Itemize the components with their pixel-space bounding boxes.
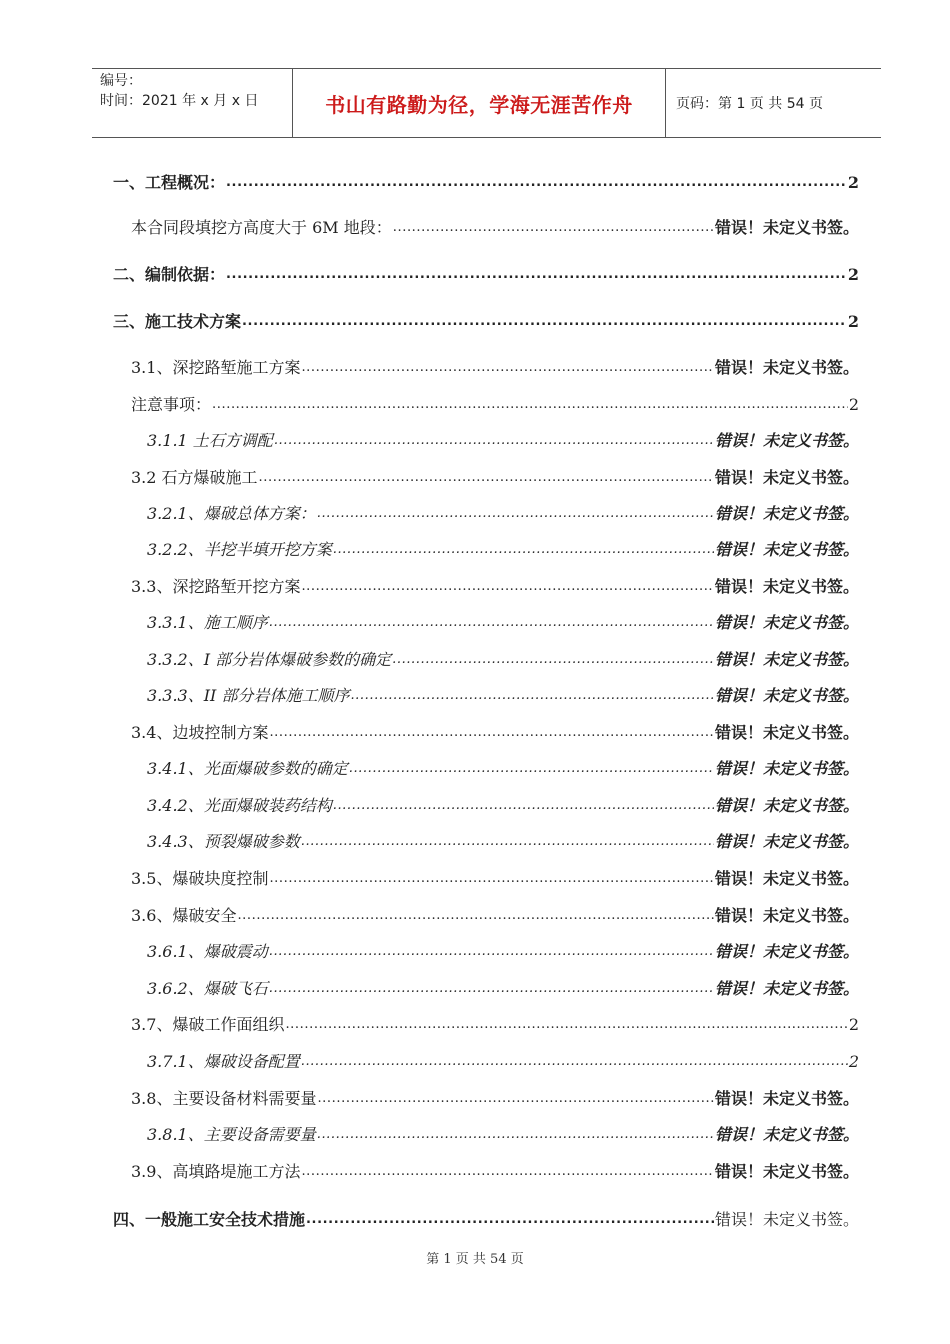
toc-entry-title: 四、一般施工安全技术措施 <box>113 1210 306 1229</box>
toc-entry-title: 3.5、爆破块度控制 <box>131 869 269 888</box>
toc-entry-page: 错误！未定义书签。 <box>714 218 859 237</box>
toc-entry-page: 错误！未定义书签。 <box>714 796 859 815</box>
toc-leader-dots <box>301 357 714 373</box>
toc-entry-16[interactable] <box>147 756 859 779</box>
toc-entry-page: 2 <box>847 312 859 331</box>
toc-entry-page: 错误！未定义书签。 <box>714 979 859 998</box>
toc-entry-title: 二、编制依据： <box>113 265 226 284</box>
toc-entry-title: 3.8、主要设备材料需要量 <box>131 1089 317 1108</box>
toc-entry-page: 错误！未定义书签。 <box>714 759 859 778</box>
toc-entry-page: 2 <box>848 395 859 414</box>
toc-entry-title: 3.4.1、光面爆破参数的确定 <box>147 759 348 778</box>
toc-leader-dots <box>242 311 847 327</box>
toc-entry-title: 3.3.3、II 部分岩体施工顺序 <box>147 686 350 705</box>
toc-entry-page: 错误！未定义书签。 <box>714 358 859 377</box>
document-time-label: 时间：2021 年 x 月 x 日 <box>100 93 259 109</box>
toc-entry-title: 3.1、深挖路堑施工方案 <box>131 358 301 377</box>
toc-entry-11[interactable] <box>131 574 859 597</box>
toc-entry-1[interactable] <box>113 170 859 193</box>
toc-entry-26[interactable] <box>147 1122 859 1145</box>
toc-entry-title: 3.3.1、施工顺序 <box>147 613 268 632</box>
toc-entry-20[interactable] <box>131 903 859 926</box>
toc-entry-page: 错误！未定义书签。 <box>714 468 859 487</box>
toc-entry-title: 注意事项： <box>131 395 212 414</box>
toc-leader-dots <box>269 978 714 994</box>
toc-entry-14[interactable] <box>147 683 859 706</box>
header-meta <box>92 69 293 137</box>
toc-entry-title: 3.1.1 土石方调配 <box>147 431 273 450</box>
toc-entry-title: 3.6、爆破安全 <box>131 906 237 925</box>
toc-entry-title: 3.6.2、爆破飞石 <box>147 979 268 998</box>
toc-entry-title: 3.7.1、爆破设备配置 <box>147 1052 300 1071</box>
toc-leader-dots <box>393 217 714 233</box>
toc-entry-7[interactable] <box>147 428 859 451</box>
toc-leader-dots <box>301 576 714 592</box>
page-footer: 第 1 页 共 54 页 <box>426 1252 524 1267</box>
toc-leader-dots <box>237 905 714 921</box>
toc-entry-page: 错误！未定义书签。 <box>714 504 859 523</box>
toc-entry-title: 3.3、深挖路堑开挖方案 <box>131 577 301 596</box>
toc-leader-dots <box>349 758 714 774</box>
toc-entry-page: 错误！未定义书签。 <box>714 540 859 559</box>
toc-leader-dots <box>274 430 714 446</box>
toc-entry-12[interactable] <box>147 610 859 633</box>
toc-leader-dots <box>306 1209 714 1225</box>
toc-entry-title: 3.7、爆破工作面组织 <box>131 1015 285 1034</box>
toc-entry-page: 错误！未定义书签。 <box>714 431 859 450</box>
toc-entry-title: 3.4、边坡控制方案 <box>131 723 269 742</box>
toc-entry-17[interactable] <box>147 793 859 816</box>
toc-entry-page: 错误！未定义书签。 <box>714 942 859 961</box>
toc-entry-19[interactable] <box>131 866 859 889</box>
toc-entry-page: 2 <box>847 173 859 192</box>
toc-leader-dots <box>333 539 714 555</box>
toc-entry-title: 3.4.3、预裂爆破参数 <box>147 832 300 851</box>
toc-leader-dots <box>269 941 714 957</box>
toc-entry-27[interactable] <box>131 1159 859 1182</box>
toc-entry-10[interactable] <box>147 537 859 560</box>
toc-entry-15[interactable] <box>131 720 859 743</box>
toc-leader-dots <box>392 649 714 665</box>
toc-entry-25[interactable] <box>131 1086 859 1109</box>
toc-entry-4[interactable] <box>113 309 859 332</box>
toc-leader-dots <box>301 1161 714 1177</box>
toc-entry-title: 3.9、高填路堤施工方法 <box>131 1162 301 1181</box>
toc-entry-title: 3.8.1、主要设备需要量 <box>147 1125 316 1144</box>
toc-leader-dots <box>269 868 714 884</box>
toc-leader-dots <box>350 685 714 701</box>
toc-entry-22[interactable] <box>147 976 859 999</box>
toc-entry-page: 错误！未定义书签。 <box>714 1125 859 1144</box>
toc-entry-title: 3.6.1、爆破震动 <box>147 942 268 961</box>
toc-leader-dots <box>226 264 847 280</box>
toc-entry-page: 错误！未定义书签。 <box>714 650 859 669</box>
toc-entry-13[interactable] <box>147 647 859 670</box>
toc-entry-page: 2 <box>848 1052 859 1071</box>
toc-entry-title: 3.4.2、光面爆破装药结构 <box>147 796 332 815</box>
toc-entry-title: 3.3.2、I 部分岩体爆破参数的确定 <box>147 650 392 669</box>
toc-entry-page: 错误！未定义书签。 <box>714 577 859 596</box>
toc-leader-dots <box>317 1124 714 1140</box>
toc-entry-page: 错误！未定义书签。 <box>714 613 859 632</box>
toc-entry-page: 2 <box>847 265 859 284</box>
toc-leader-dots <box>269 722 714 738</box>
toc-entry-24[interactable] <box>147 1049 859 1072</box>
toc-entry-page: 2 <box>848 1015 859 1034</box>
document-number-label: 编号： <box>100 73 142 89</box>
toc-entry-28[interactable] <box>113 1207 859 1230</box>
toc-leader-dots <box>333 795 714 811</box>
toc-entry-page: 错误！未定义书签。 <box>714 869 859 888</box>
toc-entry-title: 一、工程概况： <box>113 173 226 192</box>
toc-entry-8[interactable] <box>131 465 859 488</box>
toc-entry-title: 三、施工技术方案 <box>113 312 242 331</box>
header-motto: 书山有路勤为径，学海无涯苦作舟 <box>293 69 666 137</box>
toc-leader-dots <box>301 1051 848 1067</box>
toc-entry-title: 3.2 石方爆破施工 <box>131 468 258 487</box>
toc-entry-page: 错误！未定义书签。 <box>714 723 859 742</box>
toc-entry-page: 错误！未定义书签。 <box>714 1089 859 1108</box>
toc-leader-dots <box>301 831 714 847</box>
toc-entry-3[interactable] <box>113 262 859 285</box>
toc-leader-dots <box>285 1014 847 1030</box>
toc-entry-5[interactable] <box>131 355 859 378</box>
page-header <box>92 68 881 138</box>
toc-leader-dots <box>259 467 714 483</box>
toc-entry-23[interactable] <box>131 1012 859 1035</box>
toc-entry-page: 错误！未定义书签。 <box>714 686 859 705</box>
toc-entry-page: 错误！未定义书签。 <box>714 906 859 925</box>
toc-entry-page: 错误！未定义书签。 <box>714 832 859 851</box>
toc-leader-dots <box>317 1088 714 1104</box>
toc-entry-6[interactable] <box>131 392 859 415</box>
toc-entry-title: 3.2.1、爆破总体方案： <box>147 504 316 523</box>
toc-entry-page: 错误！未定义书签。 <box>714 1162 859 1181</box>
toc-leader-dots <box>317 503 714 519</box>
toc-entry-18[interactable] <box>147 829 859 852</box>
header-page-number: 页码：第 1 页 共 54 页 <box>676 96 823 112</box>
toc-entry-9[interactable] <box>147 501 859 524</box>
toc-leader-dots <box>212 394 848 410</box>
toc-entry-title: 本合同段填挖方高度大于 6M 地段： <box>131 218 392 237</box>
toc-leader-dots <box>226 172 847 188</box>
toc-entry-page: 错误！未定义书签。 <box>714 1210 859 1229</box>
toc-entry-2[interactable] <box>131 215 859 238</box>
toc-entry-21[interactable] <box>147 939 859 962</box>
toc-leader-dots <box>269 612 714 628</box>
toc-entry-title: 3.2.2、半挖半填开挖方案 <box>147 540 332 559</box>
